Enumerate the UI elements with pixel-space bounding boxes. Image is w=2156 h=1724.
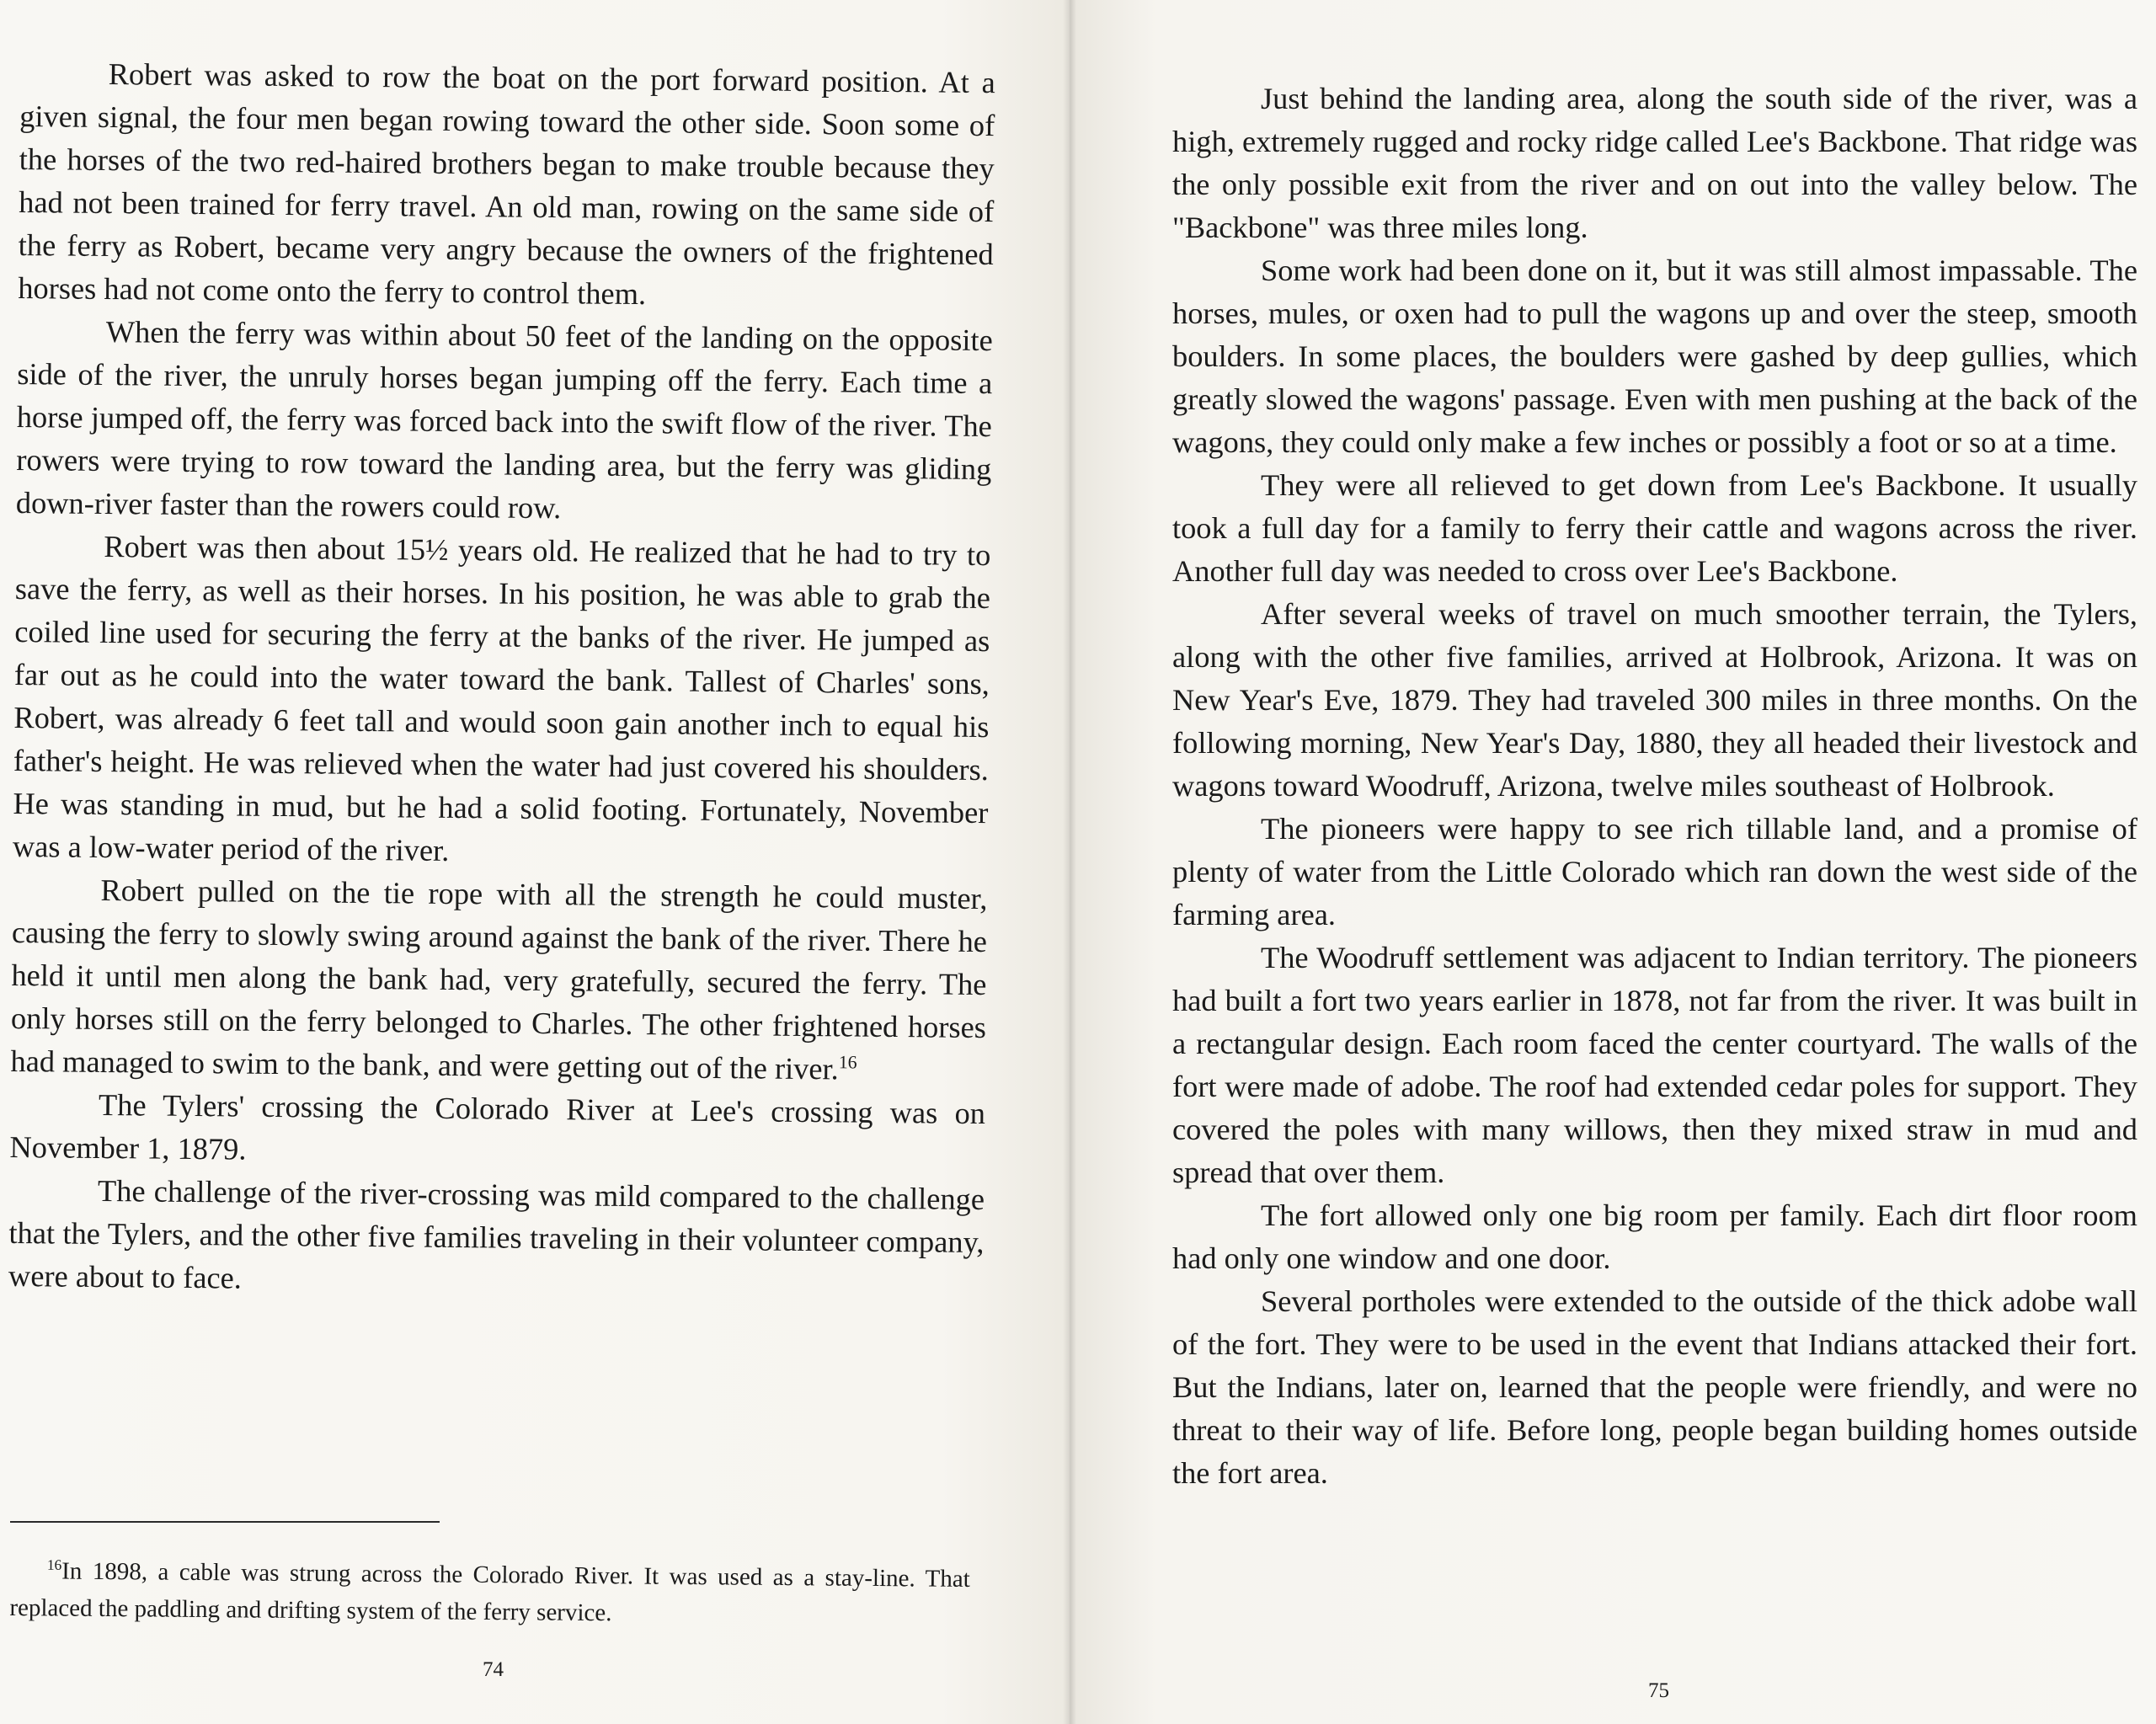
paragraph: The fort allowed only one big room per family. Each dirt floor room had only one window and one door. [1172, 1198, 2137, 1275]
paragraph-text: Robert pulled on the tie rope with all the strength he could muster, causing the ferry to slowly swing around against the bank of the river. There he held it until men along the bank had, very gratefully, secured the ferry. The only horses still on the ferry belonged to Charles. The other frightened horses had managed to swim to the bank, and were getting out of the river. [10, 873, 988, 1086]
paragraph: The challenge of the river-crossing was mild compared to the challenge that the Tylers, and the other five families traveling in their volunteer company, were about to face. [8, 1173, 985, 1295]
page-number-left: 74 [483, 1658, 504, 1681]
right-page [1070, 0, 2156, 1724]
book-gutter [1063, 0, 1076, 1724]
paragraph: The Woodruff settlement was adjacent to Indian territory. The pioneers had built a fort two years earlier in 1878, not far from the river. It was built in a rectangular design. Each room faced the center courtyard. The walls of the fort were made of adobe. The roof had extended cedar poles for support. They covered the poles with many willows, then they mixed straw in mud and spread that over them. [1172, 941, 2137, 1189]
paragraph: The Tylers' crossing the Colorado River at Lee's crossing was on November 1, 1879. [9, 1087, 986, 1166]
left-page [0, 0, 1070, 1724]
paragraph: The pioneers were happy to see rich tillable land, and a promise of plenty of water from the Little Colorado which ran down the west side of the farming area. [1172, 812, 2137, 931]
footnote-divider [10, 1521, 440, 1523]
page-number-right: 75 [1648, 1679, 1669, 1702]
paragraph: They were all relieved to get down from Lee's Backbone. It usually took a full day for a family to ferry their cattle and wagons across the river. Another full day was needed to cross over Lee's Backbone. [1172, 468, 2137, 588]
paragraph-with-footnote-ref [10, 868, 987, 1092]
paragraph: Several portholes were extended to the outside of the thick adobe wall of the fort. They were to be used in the event that Indians attacked their fort. But the Indians, later on, learned that the people were friendly, and were no threat to their way of life. Before long, people began building homes outside the fort area. [1172, 1284, 2137, 1490]
paragraph: Just behind the landing area, along the south side of the river, was a high, extremely rugged and rocky ridge called Lee's Backbone. That ridge was the only possible exit from the river and on out into the valley below. The "Backbone" was three miles long. [1172, 82, 2137, 244]
paragraph: Robert was then about 15½ years old. He realized that he had to try to save the ferry, as well as their horses. In his position, he was able to grab the coiled line used for securing the ferry at the banks of the river. He jumped as far out as he could into the water toward the bank. Tallest of Charles' sons, Robert, was already 6 feet tall and would soon gain another inch to equal his father's height. He was relieved when the water had just covered his shoulders. He was standing in mud, but he had a solid footing. Fortunately, November was a low-water period of the river. [12, 529, 991, 867]
paragraph: When the ferry was within about 50 feet of the landing on the opposite side of the river, the unruly horses began jumping off the ferry. Each time a horse jumped off, the ferry was forced back into the swift flow of the river. The rowers were trying to row toward the landing area, but the ferry was gliding down-river faster than the rowers could row. [15, 314, 993, 526]
paragraph: Some work had been done on it, but it was still almost impassable. The horses, mules, or oxen had to pull the wagons up and over the steep, smooth boulders. In some places, the boulders were gashed by deep gullies, which greatly slowed the wagons' passage. Even with men pushing at the back of the wagons, they could only make a few inches or possibly a foot or so at a time. [1172, 254, 2137, 459]
right-page-body [1172, 77, 2137, 1495]
paragraph: After several weeks of travel on much smoother terrain, the Tylers, along with the other five families, arrived at Holbrook, Arizona. It was on New Year's Eve, 1879. They had traveled 300 miles in three months. On the following morning, New Year's Day, 1880, they all headed their livestock and wagons toward Woodruff, Arizona, twelve miles southeast of Holbrook. [1172, 597, 2137, 803]
footnote-marker: 16 [46, 1556, 62, 1573]
paragraph: Robert was asked to row the boat on the port forward position. At a given signal, the four men began rowing toward the other side. Soon some of the horses of the two red-haired brothers began to make trouble because they had not been trained for ferry travel. An old man, rowing on the same side of the ferry as Robert, became very angry because the owners of the frightened horses had not come onto the ferry to control them. [18, 57, 995, 312]
footnote-text: In 1898, a cable was strung across the Colorado River. It was used as a stay-line. That replaced the paddling and drifting system of the ferry service. [9, 1557, 970, 1627]
footnote [9, 1552, 970, 1635]
footnote-reference: 16 [838, 1052, 857, 1073]
left-page-body [8, 52, 995, 1307]
